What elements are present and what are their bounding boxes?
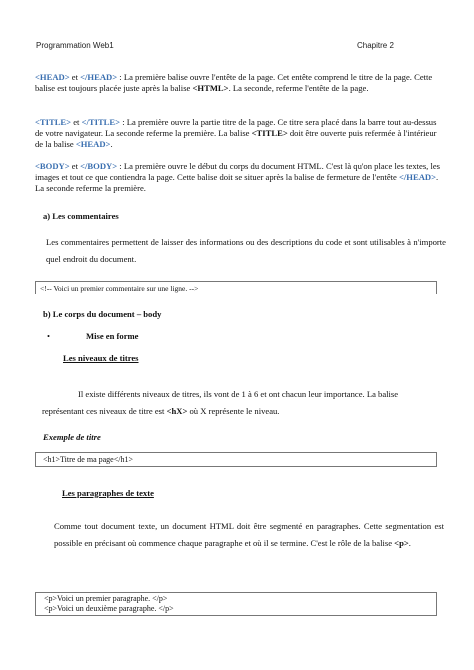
head-paragraph: <HEAD> et </HEAD> : La première balise ouvre l'entête de la page. Cet entête comprend le titre de la page. Cette balise est toujours placée juste après la balise <HTML>. La seconde, referme l'entête de la page. <box>35 72 433 93</box>
header-left-text: Programmation Web1 <box>36 41 114 50</box>
head-open-tag: <HEAD> <box>35 72 70 82</box>
example-title-heading: Exemple de titre <box>43 432 101 442</box>
title-paragraph: <TITLE> et </TITLE> : La première ouvre la partie titre de la page. Ce titre sera placé dans la barre tout au-dessus de votre navigateur. La seconde referme la première. La balise <TITLE> doit être ouverte puis refermée à l'intérieur de la balise <HEAD>. <box>35 117 437 149</box>
section-a-heading: a) Les commentaires <box>43 211 119 221</box>
body-paragraph: <BODY> et </BODY> : La première ouvre le début du corps du document HTML. C'est là qu'on place les textes, les images et tout ce que contiendra la page. Cette balise doit se situer après la balise de fermeture de l'entête </HEAD>. La seconde referme la première. <box>35 161 441 193</box>
body-close-tag: </BODY> <box>80 161 118 171</box>
p-code-line-2: <p>Voici un deuxième paragraphe. </p> <box>44 604 174 613</box>
body-open-tag: <BODY> <box>35 161 70 171</box>
p-code-box <box>35 592 437 616</box>
paragraphs-heading: Les paragraphes de texte <box>62 488 154 498</box>
comment-code-text: <!-- Voici un premier commentaire sur une ligne. --> <box>40 284 199 293</box>
header-right-text: Chapitre 2 <box>357 41 394 50</box>
comment-code-box <box>35 281 437 294</box>
title-open-tag: <TITLE> <box>35 117 72 127</box>
p-code-line-1: <p>Voici un premier paragraphe. </p> <box>44 594 168 603</box>
comments-paragraph: Les commentaires permettent de laisser des informations ou des descriptions du code et sont utilisables à n'importe quel endroit du document. <box>46 237 446 264</box>
title-close-tag: </TITLE> <box>81 117 121 127</box>
bullet-label: Mise en forme <box>86 331 139 341</box>
paragraphs-paragraph: Comme tout document texte, un document HTML doit être segmenté en paragraphes. Cette segmentation est possible en précisant où commence chaque paragraphe et où il se termine. C'est le rôle de la balise <p>. <box>54 521 444 548</box>
head-close-tag: </HEAD> <box>80 72 118 82</box>
niveaux-paragraph: Il existe différents niveaux de titres, ils vont de 1 à 6 et ont chacun leur importance. La balise représentant ces niveaux de titre est <hX> où X représente le niveau. <box>42 389 399 416</box>
bullet-icon: • <box>47 331 51 341</box>
hx-tag: <hX> <box>166 406 188 416</box>
section-b-heading: b) Le corps du document – body <box>43 309 162 319</box>
p-tag: <p> <box>394 538 409 548</box>
html-tag: <HTML> <box>192 83 229 93</box>
niveaux-heading: Les niveaux de titres <box>63 353 139 363</box>
h1-code-text: <h1>Titre de ma page</h1> <box>43 455 133 464</box>
h1-code-box <box>35 452 437 467</box>
